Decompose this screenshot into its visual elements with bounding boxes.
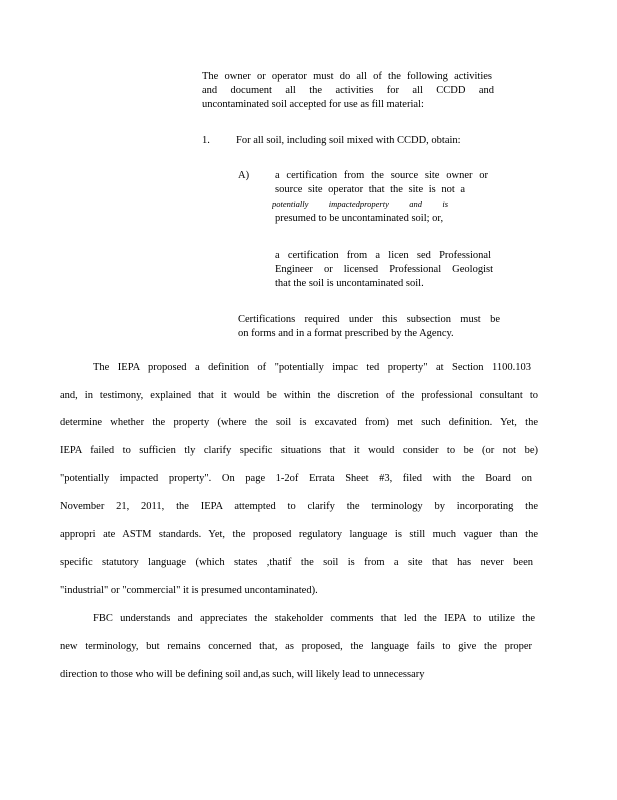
paragraph1-line-6: November 21, 2011, the IEPA attempted to clarify the terminology by incorporating the [60, 501, 538, 512]
option-a-line-1: a certification from the source site owner or [275, 170, 488, 181]
intro-line-1: The owner or operator must do all of the following activities [202, 71, 492, 82]
paragraph2-line-1: FBC understands and appreciates the stakeholder comments that led the IEPA to utilize the [93, 613, 535, 624]
option-b-line-3: that the soil is uncontaminated soil. [275, 278, 424, 289]
certification-line-1: Certifications required under this subsection must be [238, 314, 500, 325]
paragraph1-line-2: and, in testimony, explained that it would be within the discretion of the professional consultant to [60, 390, 538, 401]
intro-line-2: and document all the activities for all CCDD and [202, 85, 494, 96]
paragraph1-line-5: "potentially impacted property". On page 1-2of Errata Sheet #3, filed with the Board on [60, 473, 532, 484]
option-b-line-1: a certification from a licen sed Professional [275, 250, 491, 261]
option-b-line-2: Engineer or licensed Professional Geologist [275, 264, 493, 275]
intro-line-3: uncontaminated soil accepted for use as fill material: [202, 99, 424, 110]
paragraph1-line-9: "industrial" or "commercial" it is presumed uncontaminated). [60, 585, 318, 596]
paragraph1-line-4: IEPA failed to sufficien tly clarify specific situations that it would consider to be (or not be) [60, 445, 538, 456]
paragraph1-line-1: The IEPA proposed a definition of "potentially impac ted property" at Section 1100.103 [93, 362, 531, 373]
item-number: 1. [202, 135, 210, 146]
item-text: For all soil, including soil mixed with CCDD, obtain: [236, 135, 461, 146]
paragraph1-line-3: determine whether the property (where the soil is excavated from) met such definition. Yet, the [60, 417, 538, 428]
option-a-line-3: potentially impactedproperty and is [272, 199, 448, 209]
certification-line-2: on forms and in a format prescribed by the Agency. [238, 328, 454, 339]
subitem-letter: A) [238, 170, 250, 181]
option-a-line-4: presumed to be uncontaminated soil; or, [275, 213, 444, 224]
paragraph2-line-3: direction to those who will be defining soil and,as such, will likely lead to unnecessary [60, 669, 425, 680]
paragraph2-line-2: new terminology, but remains concerned that, as proposed, the language fails to give the proper [60, 641, 532, 652]
paragraph1-line-7: appropri ate ASTM standards. Yet, the proposed regulatory language is still much vaguer than the [60, 529, 538, 540]
option-a-line-2: source site operator that the site is not a [275, 184, 465, 195]
paragraph1-line-8: specific statutory language (which states ,thatif the soil is from a site that has never been [60, 557, 533, 568]
